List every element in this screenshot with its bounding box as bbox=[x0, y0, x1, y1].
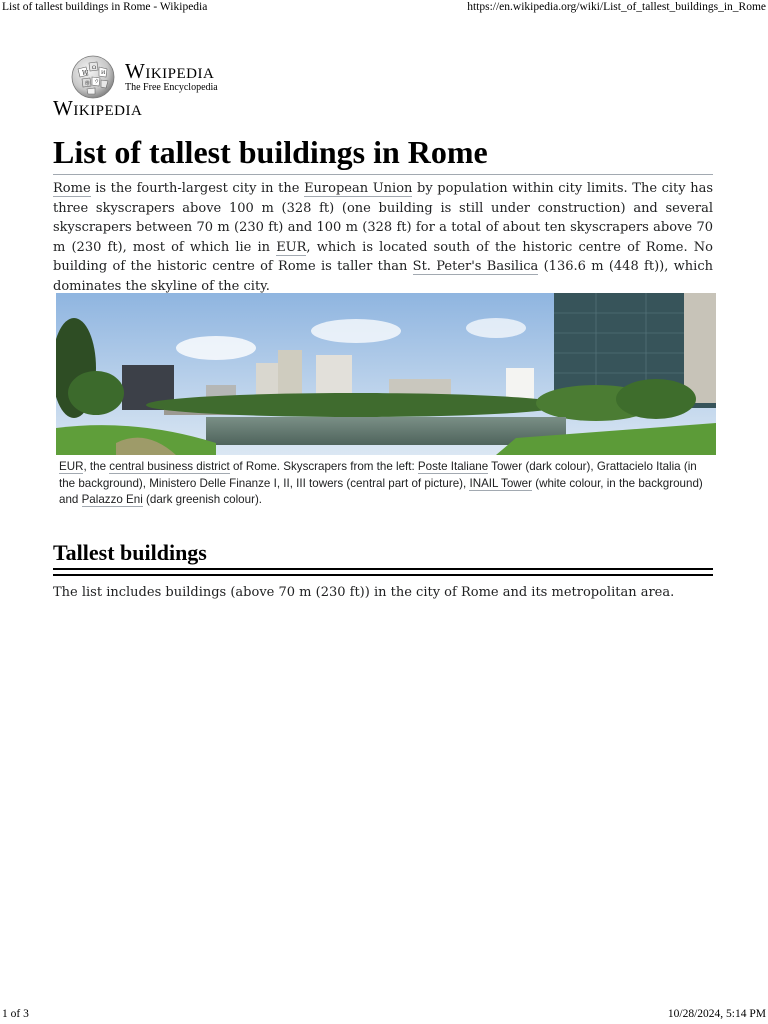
caption-text-2: of Rome. Skyscrapers from the left: bbox=[229, 460, 418, 473]
print-header bbox=[0, 1, 768, 15]
wikipedia-globe-icon bbox=[70, 55, 116, 99]
title-divider bbox=[53, 174, 713, 175]
intro-paragraph bbox=[53, 179, 713, 296]
panorama-figure bbox=[56, 293, 716, 518]
caption-link-palazzo-eni[interactable]: Palazzo Eni bbox=[81, 493, 143, 506]
figure-caption bbox=[59, 459, 714, 509]
page-number: 1 of 3 bbox=[2, 1008, 29, 1020]
caption-text-1: , the bbox=[83, 460, 110, 473]
eur-panorama-image[interactable] bbox=[56, 293, 716, 455]
link-rome[interactable]: Rome bbox=[53, 181, 91, 196]
intro-text-1: is the fourth-largest city in the bbox=[90, 181, 305, 196]
caption-link-eur[interactable]: EUR bbox=[59, 460, 84, 473]
caption-text-4: (white colour, in the background) and bbox=[59, 476, 703, 506]
print-header-title: List of tallest buildings in Rome - Wikipedia bbox=[2, 1, 208, 13]
caption-link-central-business-district[interactable]: central business district bbox=[109, 460, 230, 473]
intro-text-3: , which is located south of the historic centre of Rome. No building of the historic centre of Rome is taller than bbox=[53, 239, 713, 274]
wikipedia-wordmark-secondary: Wikipedia bbox=[53, 96, 143, 120]
link-european-union[interactable]: European Union bbox=[304, 181, 413, 196]
svg-text:ウ: ウ bbox=[94, 79, 100, 85]
caption-link-poste-italiane[interactable]: Poste Italiane bbox=[417, 460, 489, 473]
link-st-peters-basilica[interactable]: St. Peter's Basilica bbox=[412, 259, 539, 274]
section-title-tallest-buildings: Tallest buildings bbox=[53, 540, 207, 565]
svg-text:Ω: Ω bbox=[92, 65, 97, 71]
section-divider-secondary bbox=[53, 574, 713, 576]
print-footer bbox=[0, 1008, 768, 1022]
caption-text-3: Tower (dark colour), Grattacielo Italia (in the background), Ministero Delle Finanze I, II, III towers (central part of picture), bbox=[59, 460, 697, 490]
intro-text-2: by population within city limits. The city has three skyscrapers above 100 m (328 ft) (one building is still under construction) and several skyscrapers between 70 m (230 ft) and 100 m (328 ft) for a total of about ten skyscrapers above 70 m (230 ft), most of which lie in bbox=[53, 181, 714, 255]
wikipedia-tagline: The Free Encyclopedia bbox=[125, 82, 218, 93]
list-intro-paragraph: The list includes buildings (above 70 m (230 ft)) in the city of Rome and its metropolitan area. bbox=[53, 585, 675, 600]
caption-link-inail-tower[interactable]: INAIL Tower bbox=[469, 476, 532, 490]
print-header-url: https://en.wikipedia.org/wiki/List_of_tallest_buildings_in_Rome bbox=[467, 1, 766, 13]
caption-text-5: (dark greenish colour). bbox=[142, 493, 263, 506]
page-title: List of tallest buildings in Rome bbox=[53, 134, 488, 170]
link-eur[interactable]: EUR bbox=[276, 239, 307, 255]
section-divider bbox=[53, 568, 713, 570]
svg-text:维: 维 bbox=[85, 81, 91, 87]
print-datetime: 10/28/2024, 5:14 PM bbox=[667, 1008, 766, 1020]
wikipedia-logo[interactable] bbox=[70, 55, 240, 101]
wikipedia-wordmark: Wikipedia bbox=[125, 59, 215, 83]
svg-text:W: W bbox=[82, 70, 89, 77]
svg-text:И: И bbox=[101, 70, 106, 76]
intro-text-4: (136.6 m (448 ft)), which dominates the skyline of the city. bbox=[53, 259, 713, 294]
